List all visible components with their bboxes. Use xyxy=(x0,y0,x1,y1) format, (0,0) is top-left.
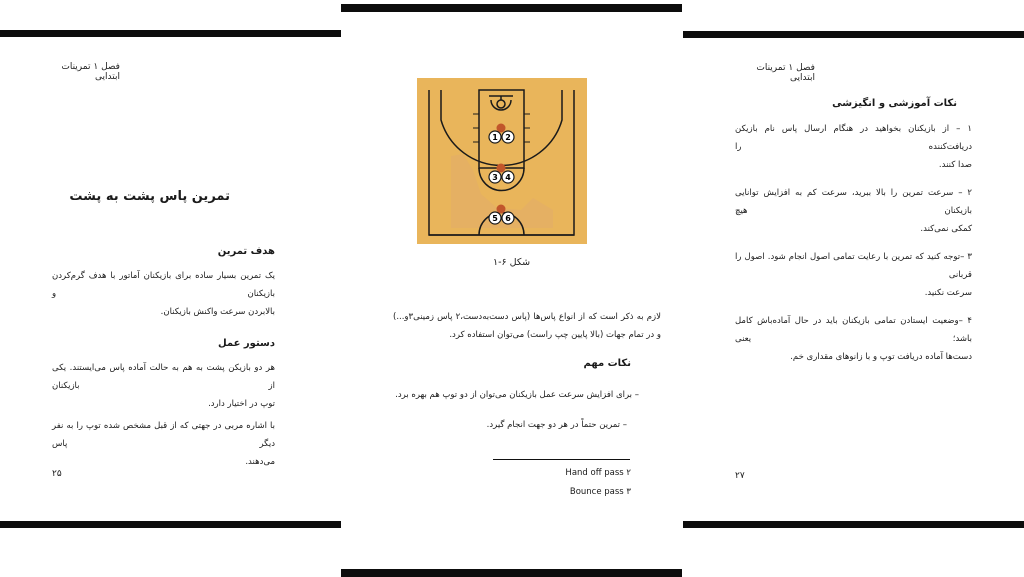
instr-line-4: می‌دهند. xyxy=(245,457,275,467)
tip-3-line-2: سرعت نکنید. xyxy=(924,288,972,298)
tip-3-line-1: ۳ –توجه کنید که تمرین با رعایت تمامی اصول انجام شود. اصول را قربانی xyxy=(735,252,972,280)
tip-1-line-2: صدا کنند. xyxy=(938,160,972,170)
player-label: 4 xyxy=(505,173,511,182)
player-label: 2 xyxy=(505,133,511,142)
footnote-divider xyxy=(493,459,630,460)
goal-line-1: یک تمرین بسیار ساده برای بازیکنان آماتور با هدف گرم‌کردن بازیکنان و xyxy=(52,271,275,299)
page-edge-right-bottom xyxy=(683,521,1024,528)
footnote-1: Hand off pass ۲ xyxy=(565,468,631,478)
basketball-court-diagram xyxy=(417,78,587,244)
instr-line-2: توپ در اختیار دارد. xyxy=(208,399,275,409)
tip-2-line-1: ۲ – سرعت تمرین را بالا ببرید، سرعت کم به افزایش توانایی بازیکنان هیچ xyxy=(735,188,972,216)
page-number: ۲۷ xyxy=(735,471,745,481)
intro-paragraph xyxy=(393,308,661,344)
center-page xyxy=(341,12,682,569)
page-edge-left-bottom xyxy=(0,521,341,528)
instr-line-1: هر دو بازیکن پشت به هم به حالت آماده پاس می‌ایستند. یکی از بازیکنان xyxy=(52,363,275,391)
goal-text xyxy=(52,267,275,321)
tips-list xyxy=(735,120,972,366)
goal-line-2: بالابردن سرعت واکنش بازیکنان. xyxy=(160,307,275,317)
note-1: – برای افزایش سرعت عمل بازیکنان می‌توان از دو توپ هم بهره برد. xyxy=(395,390,639,400)
player-label: 1 xyxy=(492,133,498,142)
page-edge-right-top xyxy=(683,31,1024,38)
page-edge-center-bottom xyxy=(341,569,682,577)
intro-line-2: و در تمام جهات (بالا پایین چپ راست) می‌توان استفاده کرد. xyxy=(449,330,661,340)
page-number: ۲۵ xyxy=(52,469,62,479)
tip-2-line-2: کمکی نمی‌کند. xyxy=(920,224,972,234)
left-page xyxy=(0,37,341,521)
page-edge-center-top xyxy=(341,4,682,12)
figure-caption: شکل ۶-۱ xyxy=(492,257,531,268)
footnote-2: Bounce pass ۳ xyxy=(569,487,631,497)
tip-4-line-1: ۴ –وضعیت ایستادن تمامی بازیکنان باید در حال آماده‌باش کامل باشد؛ یعنی xyxy=(735,316,972,344)
running-header: فصل ۱ تمرینات ابتدایی xyxy=(61,62,120,82)
tips-heading: نکات آموزشی و انگیزشی xyxy=(832,98,957,109)
intro-line-1: لازم به ذکر است که از انواع پاس‌ها (پاس دست‌به‌دست،۲ پاس زمینی۳و...) xyxy=(393,312,662,322)
instructions-heading: دستور عمل xyxy=(217,338,275,349)
instructions-text xyxy=(52,359,275,471)
tip-1-line-1: ۱ – از بازیکنان بخواهید در هنگام ارسال پاس نام بازیکن دریافت‌کننده را xyxy=(735,124,972,152)
note-2: – تمرین حتماً در هر دو جهت انجام گیرد. xyxy=(486,420,627,430)
notes-heading: نکات مهم xyxy=(583,358,631,369)
player-label: 3 xyxy=(492,173,498,182)
chapter-title: تمرین پاس پشت به پشت xyxy=(69,189,230,204)
page-edge-left-top xyxy=(0,30,341,37)
right-page xyxy=(683,38,1024,521)
player-label: 6 xyxy=(505,214,511,223)
instr-line-3: با اشاره مربی در جهتی که از قبل مشخص شده توپ را به نفر دیگر پاس xyxy=(52,421,275,449)
goal-heading: هدف تمرین xyxy=(217,246,275,257)
player-label: 5 xyxy=(492,214,498,223)
tip-4-line-2: دست‌ها آماده دریافت توپ و با زانوهای مقداری خم. xyxy=(790,352,972,362)
running-header: فصل ۱ تمرینات ابتدایی xyxy=(756,63,815,83)
